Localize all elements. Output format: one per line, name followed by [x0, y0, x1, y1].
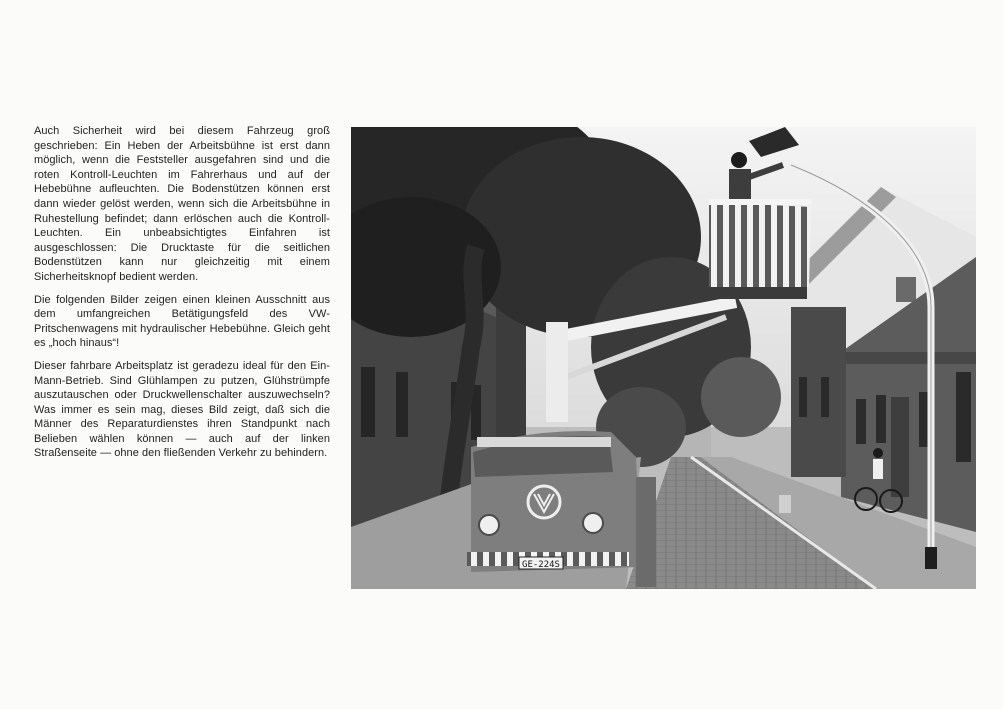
license-plate-text: GE-224S: [522, 560, 560, 570]
paragraph-safety: Auch Sicherheit wird bei diesem Fahrzeug groß geschrieben: Ein Heben der Arbeitsbühne ist erst dann möglich, wenn die Feststeller ausgefahren sind und die roten Kontroll-Leuchten im Fahrerhaus und auf der Hebebühne aufleuchten. Die Bodenstützen können erst dann wieder gelöst werden, wenn sich die Arbeitsbühne in Ruhestellung befindet; dann erlöschen auch die Kontroll-Leuchten. Ein unbeabsichtigtes Einfahren ist ausgeschlossen: Die Drucktaste für die seitlichen Bodenstützen kann nur gleichzeitig mit einem Sicherheitsknopf bedient werden.: [34, 125, 330, 283]
worker-body: [729, 169, 751, 199]
paragraph-workplace: Dieser fahrbare Arbeitsplatz ist geradezu ideal für den Ein-Mann-Betrieb. Sind Glühlampen zu putzen, Glühstrümpfe auszutauschen oder Druckwellenschalter auszuwechseln? Was immer es sein mag, dieses Bild zeigt, daß sich die Männer des Reparaturdienstes ihren Standpunkt nach Belieben wählen können — auch auf der linken Straßenseite — ohne den fließenden Verkehr zu behindern.: [34, 359, 330, 460]
street-photo-illustration: [351, 127, 976, 589]
worker-head: [731, 152, 747, 168]
street-photo: [351, 127, 976, 589]
paragraph-intro: Die folgenden Bilder zeigen einen kleinen Ausschnitt aus dem umfangreichen Betätigungsfeld des VW-Pritschenwagens mit hydraulischer Hebebühne. Gleich geht es „hoch hinaus“!: [34, 293, 330, 350]
right-headlight: [583, 513, 603, 533]
waste-bin: [779, 495, 791, 513]
vw-van: [467, 431, 656, 587]
left-headlight: [479, 515, 499, 535]
article-text: [34, 124, 330, 469]
